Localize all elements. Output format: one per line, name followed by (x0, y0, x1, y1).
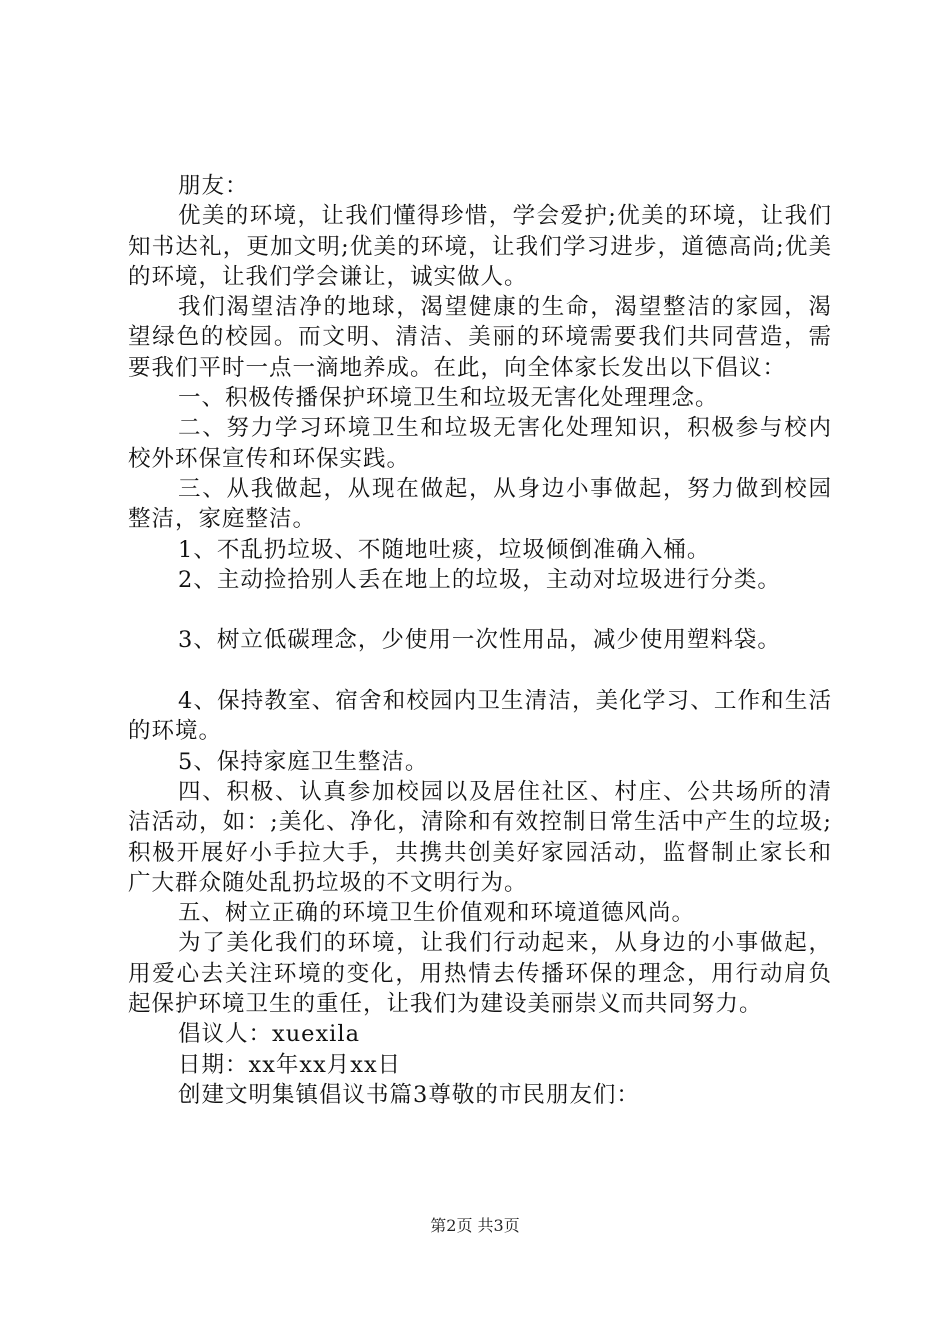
sub-item: 2、主动捡拾别人丢在地上的垃圾，主动对垃圾进行分类。 (178, 566, 781, 593)
document-body (128, 171, 832, 1110)
next-section-heading: 创建文明集镇倡议书篇3尊敬的市民朋友们： (178, 1081, 640, 1108)
closing-paragraph: 为了美化我们的环境，让我们行动起来，从身边的小事做起，用爱心去关注环境的变化，用热情去传播环保的理念，用行动肩负起保护环境卫生的重任，让我们为建设美丽崇义而共同努力。 (128, 930, 832, 1018)
proposal-item: 二、努力学习环境卫生和垃圾无害化处理知识，积极参与校内校外环保宣传和环保实践。 (128, 415, 832, 472)
sub-item: 1、不乱扔垃圾、不随地吐痰，垃圾倾倒准确入桶。 (178, 536, 711, 563)
page-footer: 第2页 共3页 (430, 1216, 520, 1235)
sub-item: 3、树立低碳理念，少使用一次性用品，减少使用塑料袋。 (178, 627, 781, 654)
date-line: 日期：xx年xx月xx日 (178, 1051, 402, 1078)
paragraph: 优美的环境，让我们懂得珍惜，学会爱护;优美的环境，让我们知书达礼，更加文明;优美的环境，让我们学习进步，道德高尚;优美的环境，让我们学会谦让，诚实做人。 (128, 203, 832, 290)
signature-line: 倡议人：xuexila (178, 1021, 360, 1048)
proposal-item: 一、积极传播保护环境卫生和垃圾无害化处理理念。 (178, 385, 719, 412)
sub-item: 4、保持教室、宿舍和校园内卫生清洁，美化学习、工作和生活的环境。 (128, 688, 832, 745)
salutation: 朋友： (178, 173, 249, 199)
sub-item: 5、保持家庭卫生整洁。 (178, 748, 429, 775)
proposal-item: 四、积极、认真参加校园以及居住社区、村庄、公共场所的清洁活动，如：;美化、净化，清除和有效控制日常生活中产生的垃圾;积极开展好小手拉大手，共携共创美好家园活动，监督制止家长和广大群众随处乱扔垃圾的不文明行为。 (128, 778, 832, 896)
paragraph: 我们渴望洁净的地球，渴望健康的生命，渴望整洁的家园，渴望绿色的校园。而文明、清洁、美丽的环境需要我们共同营造，需要我们平时一点一滴地养成。在此，向全体家长发出以下倡议： (128, 294, 832, 381)
proposal-item: 五、树立正确的环境卫生价值观和环境道德风尚。 (178, 900, 696, 927)
proposal-item: 三、从我做起，从现在做起，从身边小事做起，努力做到校园整洁，家庭整洁。 (128, 475, 832, 533)
